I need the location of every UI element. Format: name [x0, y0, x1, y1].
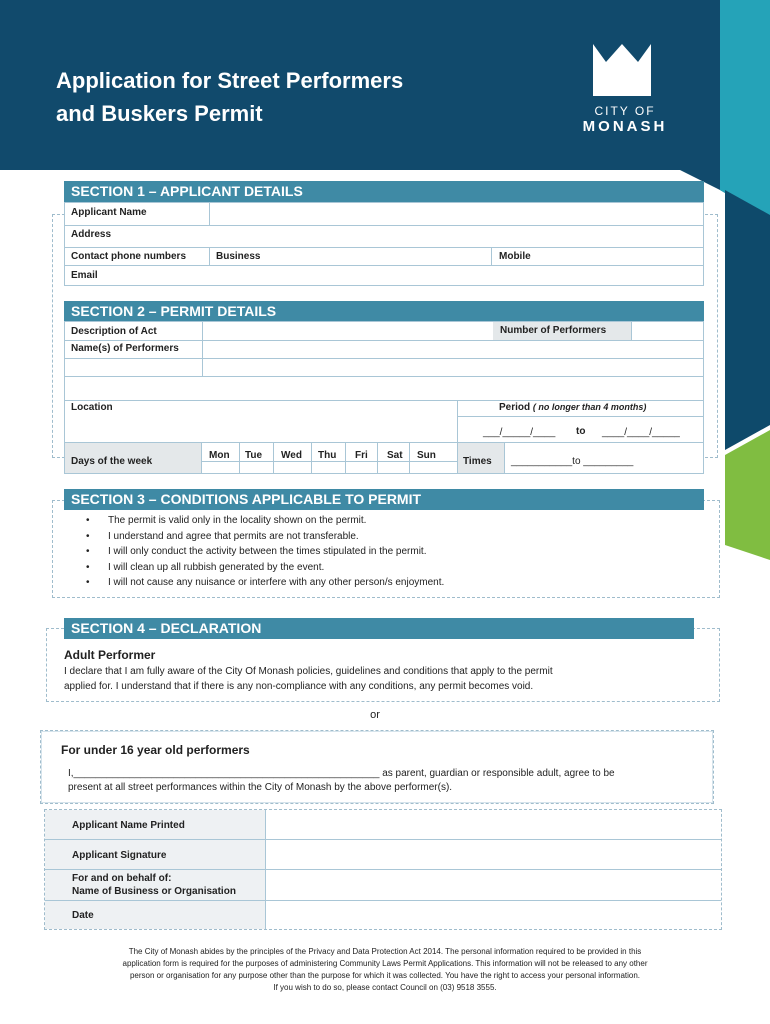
under16-heading: For under 16 year old performers — [61, 743, 250, 757]
section4-header: SECTION 4 – DECLARATION — [64, 618, 694, 639]
logo-city-text: CITY OF — [594, 104, 656, 118]
on-behalf-label: For and on behalf of: — [72, 873, 172, 884]
privacy-line2: application form is required for the purposes of administering Community Laws Permit Applications. This information will not be released to any other — [122, 959, 648, 968]
day-mon-checkbox[interactable] — [202, 462, 238, 473]
period-to-date[interactable]: ____/____/_____ — [602, 427, 680, 438]
business-name-label: Name of Business or Organisation — [72, 886, 236, 897]
under16-line1[interactable]: I,_______________________________________________________ as parent, guardian or responsible adult, agree to be — [68, 768, 615, 779]
address-field[interactable] — [165, 226, 701, 246]
condition-item: • I will clean up all rubbish generated by the event. — [64, 560, 704, 576]
condition-item: • I will not cause any nuisance or interfere with any other person/s enjoyment. — [64, 575, 704, 591]
address-label: Address — [71, 229, 112, 240]
applicant-name-field[interactable] — [211, 204, 701, 224]
day-thu-checkbox[interactable] — [312, 462, 344, 473]
adult-declaration-line2: applied for. I understand that if there is any non-compliance with any conditions, any permit becomes void. — [64, 681, 534, 692]
signature-table — [44, 809, 722, 930]
period-label — [499, 402, 646, 413]
day-sat-checkbox[interactable] — [378, 462, 408, 473]
contact-phone-label: Contact phone numbers — [71, 251, 187, 262]
section1-header: SECTION 1 – APPLICANT DETAILS — [64, 181, 704, 202]
business-phone-label: Business — [216, 251, 261, 262]
number-of-performers-label: Number of Performers — [500, 325, 607, 336]
adult-declaration-line1: I declare that I am fully aware of the City Of Monash policies, guidelines and conditions that apply to the permit — [64, 666, 553, 677]
day-fri: Fri — [355, 450, 368, 461]
period-from-date[interactable]: ___/_____/____ — [483, 427, 556, 438]
under16-line2: present at all street performances within the City of Monash by the above performer(s). — [68, 782, 453, 793]
number-of-performers-field[interactable] — [633, 323, 701, 339]
privacy-footer — [40, 946, 730, 994]
day-wed: Wed — [281, 450, 302, 461]
times-label: Times — [463, 456, 492, 467]
description-of-act-label: Description of Act — [71, 326, 157, 337]
business-name-field[interactable] — [267, 871, 719, 899]
date-field[interactable] — [267, 902, 719, 928]
location-label: Location — [71, 402, 113, 413]
day-wed-checkbox[interactable] — [274, 462, 310, 473]
adult-performer-heading: Adult Performer — [64, 648, 156, 662]
day-fri-checkbox[interactable] — [346, 462, 376, 473]
location-field[interactable] — [66, 417, 456, 441]
days-of-week-label: Days of the week — [71, 456, 153, 467]
description-of-act-field[interactable] — [204, 323, 492, 339]
privacy-line3: person or organisation for any purpose other than the purpose for which it was collected. You have the right to access your personal information. — [129, 971, 641, 980]
email-label: Email — [71, 270, 98, 281]
condition-item: • I will only conduct the activity between the times stipulated in the permit. — [64, 544, 704, 560]
period-note: ( no longer than 4 months) — [532, 402, 647, 412]
period-to-text: to — [576, 426, 586, 437]
day-sun-checkbox[interactable] — [410, 462, 456, 473]
applicant-name-printed-field[interactable] — [267, 811, 719, 838]
privacy-line1: The City of Monash abides by the principles of the Privacy and Data Protection Act 2014. The personal information required to be provided in this — [128, 947, 642, 956]
day-mon: Mon — [209, 450, 230, 461]
privacy-line4: If you wish to do so, please contact Council on (03) 9518 3555. — [273, 983, 497, 992]
date-label: Date — [72, 910, 94, 921]
day-sun: Sun — [417, 450, 436, 461]
page-title-line1: Application for Street Performers — [56, 68, 404, 93]
day-tue-checkbox[interactable] — [240, 462, 272, 473]
period-label-text: Period — [499, 402, 531, 413]
performer-names-extra-field[interactable] — [66, 377, 702, 399]
performer-names-field[interactable] — [204, 341, 701, 375]
section1-table — [64, 202, 704, 286]
times-field[interactable]: ___________to _________ — [511, 456, 634, 467]
mobile-phone-label: Mobile — [499, 251, 531, 262]
applicant-name-label: Applicant Name — [71, 207, 147, 218]
section3-header: SECTION 3 – CONDITIONS APPLICABLE TO PERMIT — [64, 489, 704, 510]
email-field[interactable] — [125, 266, 701, 285]
condition-item: • The permit is valid only in the locality shown on the permit. — [64, 513, 704, 529]
day-sat: Sat — [387, 450, 403, 461]
day-thu: Thu — [318, 450, 337, 461]
section2-table — [64, 321, 704, 474]
condition-item: • I understand and agree that permits are not transferable. — [64, 529, 704, 545]
days-of-week-grid — [201, 443, 457, 473]
page-title — [56, 64, 536, 130]
applicant-signature-label: Applicant Signature — [72, 850, 167, 861]
or-divider: or — [370, 709, 380, 721]
business-phone-field[interactable] — [265, 248, 489, 264]
logo-name-text: MONASH — [582, 118, 668, 135]
day-tue: Tue — [245, 450, 263, 461]
page-title-line2: and Buskers Permit — [56, 101, 263, 126]
mobile-phone-field[interactable] — [545, 248, 701, 264]
performer-names-label: Name(s) of Performers — [71, 343, 179, 354]
conditions-list — [64, 513, 704, 591]
applicant-name-printed-label: Applicant Name Printed — [72, 820, 185, 831]
section2-header: SECTION 2 – PERMIT DETAILS — [64, 301, 704, 322]
applicant-signature-field[interactable] — [267, 841, 719, 868]
